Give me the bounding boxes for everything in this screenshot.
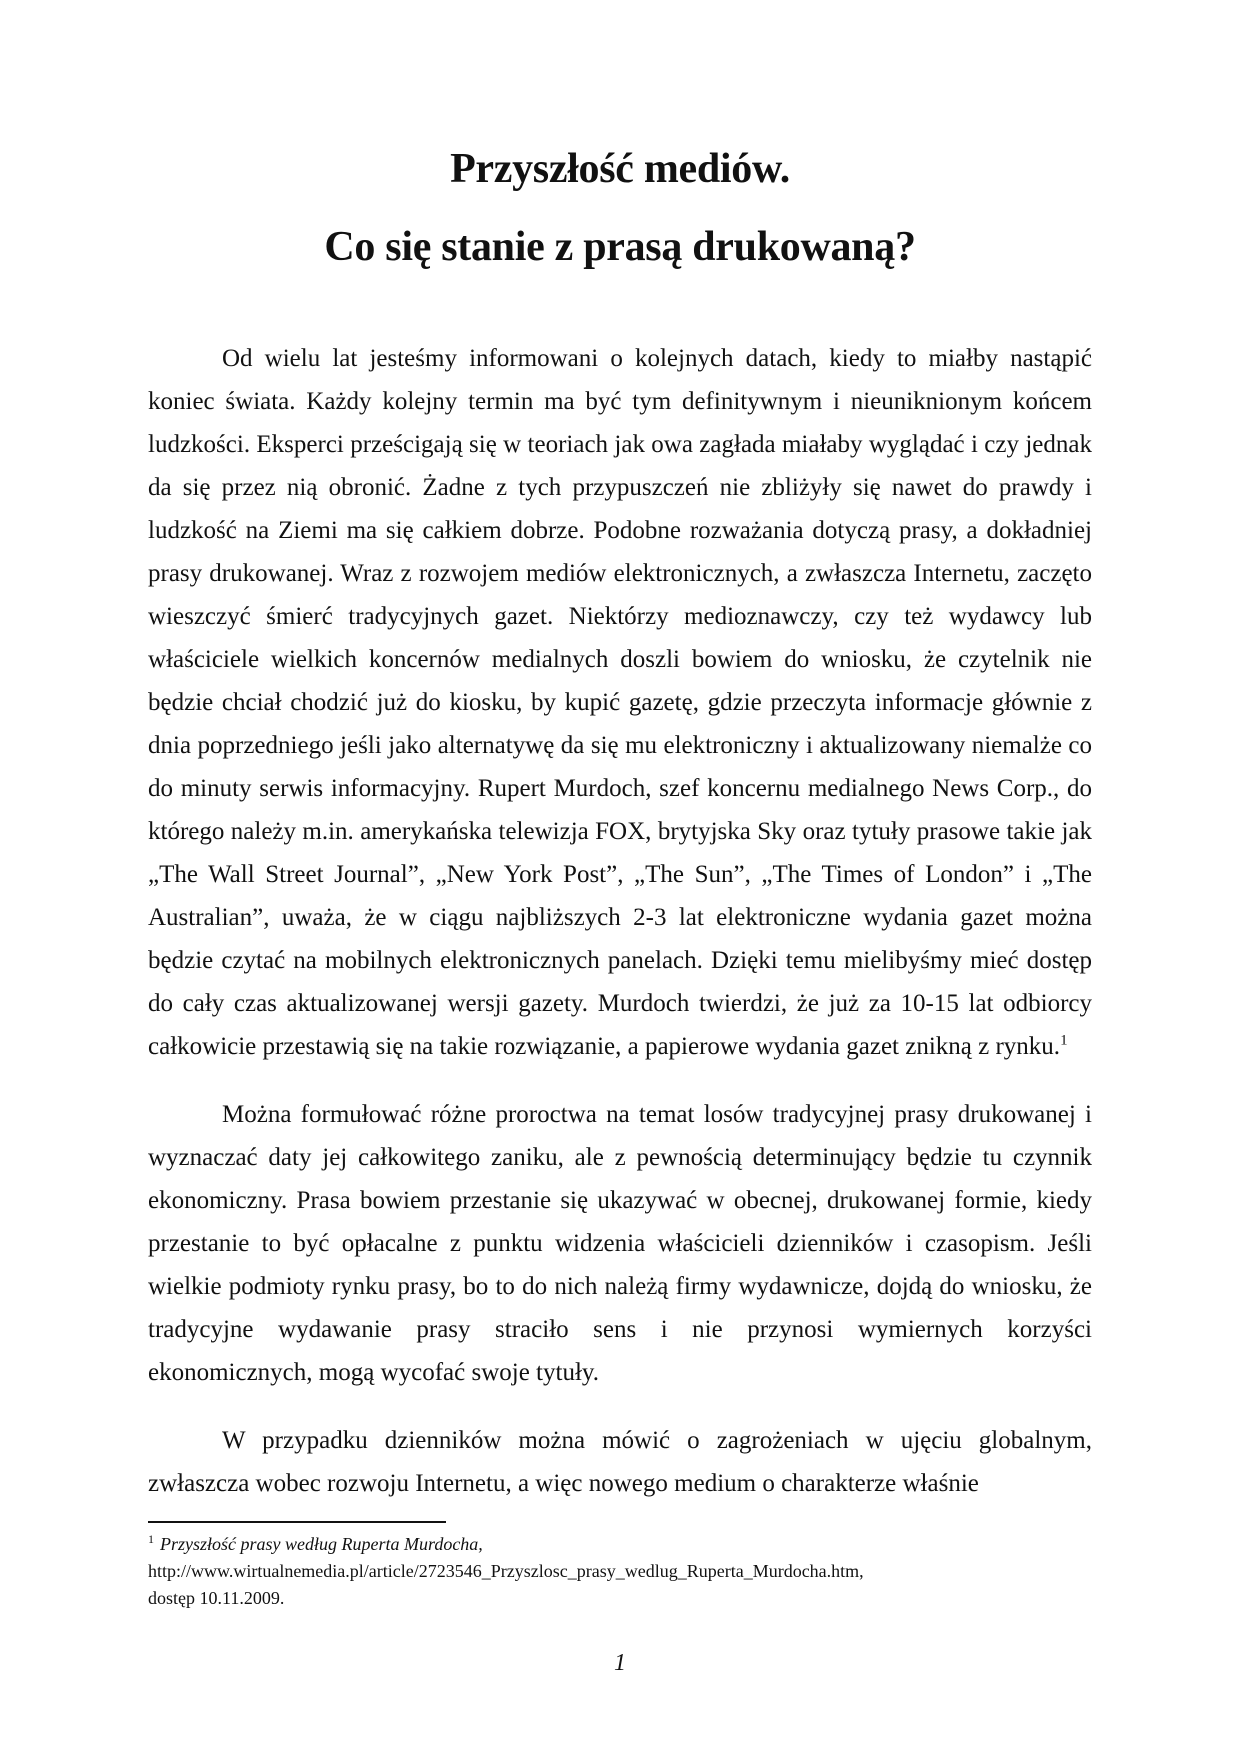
footnote-access-date: dostęp 10.11.2009. <box>148 1588 285 1608</box>
paragraph-3: W przypadku dzienników można mówić o zagrożeniach w ujęciu globalnym, zwłaszcza wobec rozwoju Internetu, a więc nowego medium o charakterze właśnie <box>148 1427 1092 1497</box>
footnote-title: Przyszłość prasy według Ruperta Murdocha, <box>160 1534 483 1554</box>
footnote-url: http://www.wirtualnemedia.pl/article/2723546_Przyszlosc_prasy_wedlug_Ruperta_Murdocha.htm, <box>148 1561 864 1581</box>
paragraph-1 <box>148 337 1092 1068</box>
document-title <box>148 143 1092 273</box>
footnote-separator <box>148 1521 446 1523</box>
paragraph-2: Można formułować różne proroctwa na temat losów tradycyjnej prasy drukowanej i wyznaczać daty jej całkowitego zaniku, ale z pewnością determinujący będzie tu czynnik ekonomiczny. Prasa bowiem przestanie się ukazywać w obecnej, drukowanej formie, kiedy przestanie to być opłacalne z punktu widzenia właścicieli dzienników i czasopism. Jeśli wielkie podmioty rynku prasy, bo to do nich należą firmy wydawnicze, dojdą do wniosku, że tradycyjne wydawanie prasy straciło sens i nie przynosi wymiernych korzyści ekonomicznych, mogą wycofać swoje tytuły. <box>148 1101 1092 1386</box>
footnote-source-line <box>148 1531 1092 1558</box>
title-line-1: Przyszłość mediów. <box>450 146 790 192</box>
footnote-number: 1 <box>148 1532 154 1546</box>
page-number: 1 <box>614 1650 626 1676</box>
footnote <box>148 1531 1092 1612</box>
footnote-reference: 1 <box>1060 1032 1068 1049</box>
document-body <box>148 337 1092 1505</box>
paragraph-1-text: Od wielu lat jesteśmy informowani o kolejnych datach, kiedy to miałby nastąpić koniec świata. Każdy kolejny termin ma być tym definitywnym i nieuniknionym końcem ludzkości. Eksperci prześcigają się w teoriach jak owa zagłada miałaby wyglądać i czy jednak da się przez nią obronić. Żadne z tych przypuszczeń nie zbliżyły się nawet do prawdy i ludzkość na Ziemi ma się całkiem dobrze. Podobne rozważania dotyczą prasy, a dokładniej prasy drukowanej. Wraz z rozwojem mediów elektronicznych, a zwłaszcza Internetu, zaczęto wieszczyć śmierć tradycyjnych gazet. Niektórzy medioznawczy, czy też wydawcy lub właściciele wielkich koncernów medialnych doszli bowiem do wniosku, że czytelnik nie będzie chciał chodzić już do kiosku, by kupić gazetę, gdzie przeczyta informacje głównie z dnia poprzedniego jeśli jako alternatywę da się mu elektroniczny i aktualizowany niemalże co do minuty serwis informacyjny. Rupert Murdoch, szef koncernu medialnego News Corp., do którego należy m.in. amerykańska telewizja FOX, brytyjska Sky oraz tytuły prasowe takie jak „The Wall Street Journal”, „New York Post”, „The Sun”, „The Times of London” i „The Australian”, uważa, że w ciągu najbliższych 2-3 lat elektroniczne wydania gazet można będzie czytać na mobilnych elektronicznych panelach. Dzięki temu mielibyśmy mieć dostęp do cały czas aktualizowanej wersji gazety. Murdoch twierdzi, że już za 10-15 lat odbiorcy całkowicie przestawią się na takie rozwiązanie, a papierowe wydania gazet znikną z rynku. <box>148 345 1092 1060</box>
title-line-2: Co się stanie z prasą drukowaną? <box>324 224 916 270</box>
